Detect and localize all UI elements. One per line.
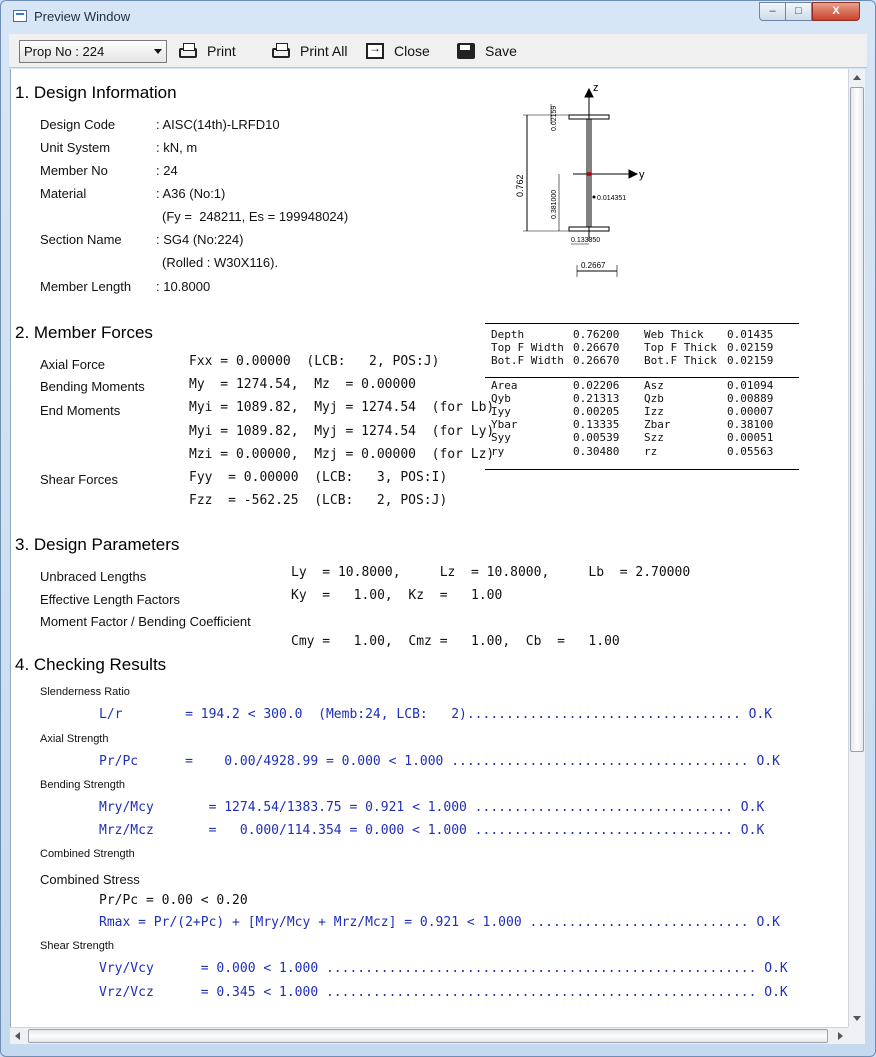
bending-strength-y-result: Mry/Mcy = 1274.54/1383.75 = 0.921 < 1.000 ................................. O.K [99,800,765,815]
end-moments-label: End Moments [40,403,121,418]
depth-label: 0.762 [515,174,525,197]
section-name-label: Section Name [40,232,122,247]
design-info-heading: 1. Design Information [15,83,177,102]
prop-qzb-value: 0.00889 [727,392,774,405]
prop-select[interactable] [19,40,167,63]
print-all-label: Print All [300,43,348,59]
z-axis-label: z [593,82,599,94]
report-page[interactable] [10,69,848,1027]
prop-depth-value: 0.76200 [573,328,620,341]
prop-izz-label: Izz [644,405,664,418]
prop-top-f-width-value: 0.26670 [573,341,620,354]
scroll-right-icon[interactable] [838,1032,843,1040]
combined-stress-label: Combined Stress [40,872,140,887]
end-moments-ly: Myi = 1089.82, Myj = 1274.54 (for Ly) [189,424,495,439]
width-label: 0.2667 [581,261,606,270]
prop-zbar-label: Zbar [644,418,671,431]
member-no-value: : 24 [156,163,178,178]
member-length-label: Member Length [40,279,132,294]
member-forces-heading: 2. Member Forces [15,323,153,342]
prop-qyb-label: Qyb [491,392,511,405]
effective-length-label: Effective Length Factors [40,592,180,607]
section-rolled: (Rolled : W30X116). [162,255,279,270]
design-code-value: : AISC(14th)-LRFD10 [156,117,280,132]
unit-system-value: : kN, m [156,140,198,155]
prop-select-value: Prop No : 224 [24,44,105,59]
toolbar [9,34,867,68]
flange-thickness-label: 0.02159 [551,105,558,131]
section-name-value: : SG4 (No:224) [156,232,244,247]
printer-icon [179,48,197,58]
material-props: (Fy = 248211, Es = 199948024) [162,209,349,224]
prop-szz-value: 0.00051 [727,431,774,444]
prop-izz-value: 0.00007 [727,405,774,418]
half-width-label: 0.133350 [571,237,601,244]
prop-top-f-thick-value: 0.02159 [727,341,774,354]
prop-bot-f-thick-value: 0.02159 [727,354,774,367]
shear-forces-label: Shear Forces [40,472,119,487]
chevron-down-icon [154,49,162,54]
props-top-rule [485,323,799,324]
prop-area-value: 0.02206 [573,379,620,392]
scroll-left-icon[interactable] [15,1032,20,1040]
axial-strength-result: Pr/Pc = 0.00/4928.99 = 0.000 < 1.000 ...................................... O.K [99,754,780,769]
prop-syy-label: Syy [491,431,511,444]
print-label: Print [207,43,236,59]
props-mid-rule [485,377,799,378]
slenderness-result: L/r = 194.2 < 300.0 (Memb:24, LCB: 2)................................... O.K [99,707,773,722]
design-code-label: Design Code [40,117,116,132]
shear-fyy-value: Fyy = 0.00000 (LCB: 3, POS:I) [189,470,448,485]
prop-szz-label: Szz [644,431,664,444]
bending-strength-label: Bending Strength [40,779,126,791]
prop-area-label: Area [491,379,518,392]
prop-top-f-thick-label: Top F Thick [644,341,717,354]
vertical-scroll-thumb[interactable] [850,87,864,752]
prop-top-f-width-label: Top F Width [491,341,564,354]
moment-factor-value: Cmy = 1.00, Cmz = 1.00, Cb = 1.00 [291,634,620,649]
bending-moments-value: My = 1274.54, Mz = 0.00000 [189,377,416,392]
horizontal-scrollbar[interactable] [10,1027,848,1044]
design-params-heading: 3. Design Parameters [15,535,180,554]
prop-asz-label: Asz [644,379,664,392]
member-length-value: : 10.8000 [156,279,211,294]
z-axis-arrow [585,89,593,97]
half-height-label: 0.381000 [551,189,558,219]
shear-fzz-value: Fzz = -562.25 (LCB: 2, POS:J) [189,493,448,508]
scroll-down-icon[interactable] [853,1016,861,1021]
shear-strength-y-result: Vry/Vcy = 0.000 < 1.000 ....................................................... O.K [99,961,788,976]
axial-force-label: Axial Force [40,357,106,372]
web-thickness-label: 0.014351 [597,195,627,202]
combined-strength-label: Combined Strength [40,848,135,860]
bending-strength-z-result: Mrz/Mcz = 0.000/114.354 = 0.000 < 1.000 ................................. O.K [99,823,765,838]
maximize-button[interactable]: □ [785,2,812,21]
prop-bot-f-width-value: 0.26670 [573,354,620,367]
prop-ry-label: ry [491,445,505,458]
prop-rz-value: 0.05563 [727,445,774,458]
size-grip[interactable] [848,1027,865,1044]
centroid-marker [587,172,591,176]
combined-ratio: Pr/Pc = 0.00 < 0.20 [99,893,248,908]
vertical-scrollbar[interactable] [848,69,865,1027]
minimize-button[interactable]: – [759,2,786,21]
prop-zbar-value: 0.38100 [727,418,774,431]
moment-factor-label: Moment Factor / Bending Coefficient [40,614,251,629]
i-section-diagram [501,79,651,289]
y-axis-label: y [639,169,645,181]
unbraced-lengths-label: Unbraced Lengths [40,569,147,584]
prop-bot-f-width-label: Bot.F Width [491,354,564,367]
prop-rz-label: rz [644,445,658,458]
title-bar[interactable] [1,1,875,33]
prop-iyy-label: Iyy [491,405,511,418]
close-window-button[interactable]: X [812,2,860,21]
shear-strength-z-result: Vrz/Vcz = 0.345 < 1.000 ....................................................... O.K [99,985,788,1000]
axial-force-value: Fxx = 0.00000 (LCB: 2, POS:J) [189,354,440,369]
window-title: Preview Window [34,9,131,24]
slenderness-label: Slenderness Ratio [40,686,130,698]
save-label: Save [485,43,517,59]
y-axis-arrow [629,170,637,178]
prop-web-thick-label: Web Thick [644,328,704,341]
prop-ybar-value: 0.13335 [573,418,620,431]
member-no-label: Member No [40,163,108,178]
print-all-button[interactable] [272,41,347,61]
material-label: Material [40,186,87,201]
floppy-disk-icon [457,43,475,59]
end-moments-lb: Myi = 1089.82, Myj = 1274.54 (for Lb) [189,400,495,415]
exit-icon [366,43,384,59]
prop-qyb-value: 0.21313 [573,392,620,405]
printer-icon [272,48,290,58]
end-moments-lz: Mzi = 0.00000, Mzj = 0.00000 (for Lz) [189,447,495,462]
material-value: : A36 (No:1) [156,186,226,201]
close-label: Close [394,43,430,59]
unbraced-lengths-value: Ly = 10.8000, Lz = 10.8000, Lb = 2.70000 [291,565,691,580]
props-bottom-rule [485,469,799,470]
horizontal-scroll-thumb[interactable] [28,1029,828,1043]
close-button[interactable] [366,41,430,61]
effective-length-value: Ky = 1.00, Kz = 1.00 [291,588,503,603]
prop-ybar-label: Ybar [491,418,518,431]
print-button[interactable] [179,41,236,61]
prop-asz-value: 0.01094 [727,379,774,392]
prop-qzb-label: Qzb [644,392,664,405]
prop-bot-f-thick-label: Bot.F Thick [644,354,717,367]
save-button[interactable] [457,41,517,61]
prop-ry-value: 0.30480 [573,445,620,458]
prop-depth-label: Depth [491,328,525,341]
unit-system-label: Unit System [40,140,111,155]
scroll-up-icon[interactable] [853,75,861,80]
axial-strength-label: Axial Strength [40,733,109,745]
web-marker [593,196,596,199]
app-icon [13,10,27,22]
combined-strength-result: Rmax = Pr/(2+Pc) + [Mry/Mcy + Mrz/Mcz] = 0.921 < 1.000 ............................ O.K [99,915,780,930]
prop-syy-value: 0.00539 [573,431,620,444]
checking-results-heading: 4. Checking Results [15,655,167,674]
prop-web-thick-value: 0.01435 [727,328,774,341]
prop-iyy-value: 0.00205 [573,405,620,418]
shear-strength-label: Shear Strength [40,940,114,952]
bending-moments-label: Bending Moments [40,379,145,394]
